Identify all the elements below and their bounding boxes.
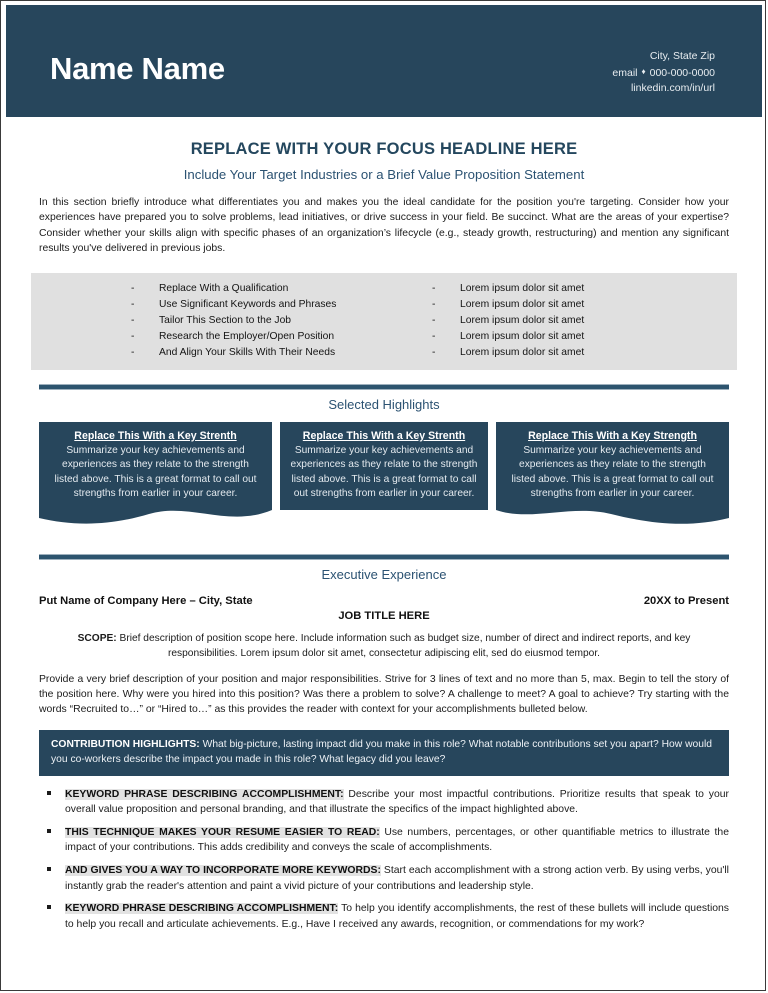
experience-description: Provide a very brief description of your position and major responsibilities. Strive for 3 lines of text and no more than 5, max. Begin to tell the story of the position here. Why were you hired into this position? Was there a problem to solve? A challenge to meet? A goal to achieve? Try starting with the words “Recruited to…” or “Hired to…” as this provides the reader with context for your accomplishments bulleted below. [39, 673, 729, 716]
focus-headline: REPLACE WITH YOUR FOCUS HEADLINE HERE [190, 140, 578, 158]
bullet-keyword: KEYWORD PHRASE DESCRIBING ACCOMPLISHMENT: [65, 788, 344, 800]
contact-city: City, State Zip [649, 50, 715, 62]
contact-email: email [612, 67, 638, 79]
job-title: JOB TITLE HERE [338, 609, 430, 622]
scope-text: Brief description of position scope here. Include information such as budget size, number of direct and indirect reports, and key responsibilities. Lorem ipsum dolor sit amet, consectetur adipiscing elit, sed do eiusmod tempor. [116, 632, 691, 659]
list-item [432, 281, 737, 297]
bullet-body: To help you identify accomplishments, the rest of these bullets will include questions to help you recall and articulate achievements. E.g., Have I received any awards, recognition, or commendations for my work? [65, 903, 729, 930]
contribution-text: What big-picture, lasting impact did you make in this role? What notable contributions set you apart? How would you co-workers describe the impact you made in this role? What legacy did you leave? [51, 738, 712, 766]
dash-icon: - [432, 346, 436, 358]
list-item [39, 825, 729, 856]
experience-heading-row [39, 595, 729, 607]
contact-phone: 000-000-0000 [649, 67, 715, 79]
qualification-label: Tailor This Section to the Job [159, 314, 292, 326]
scope-label: SCOPE: [77, 632, 117, 644]
accomplishment-bullets [39, 787, 729, 933]
header-band [6, 5, 762, 117]
dash-icon: - [131, 314, 135, 326]
dash-icon: - [131, 346, 135, 358]
dash-icon: - [131, 282, 135, 294]
dash-icon: - [131, 298, 135, 310]
resume-body [1, 117, 766, 939]
square-bullet-icon [39, 863, 65, 894]
list-item [131, 297, 384, 313]
dash-icon: - [432, 282, 436, 294]
qualification-label: Use Significant Keywords and Phrases [159, 298, 337, 310]
summary-paragraph: In this section briefly introduce what differentiates you and makes you the ideal candidate for the position you're targeting. Consider how your experiences have prepared you to solve problems, lead initiatives, or drive success in your field. Be succinct. What are the areas of your expertise? Consider whether your skills align with specific phases of an organization’s lifecycle (e.g., steady growth, restructuring) and mention any significant results you've delivered in previous jobs. [39, 197, 729, 255]
contact-info [612, 49, 715, 96]
contribution-highlights-band [39, 730, 729, 776]
contact-linkedin: linkedin.com/in/url [630, 82, 715, 94]
bullet-keyword: KEYWORD PHRASE DESCRIBING ACCOMPLISHMENT: [65, 903, 339, 915]
contribution-label: CONTRIBUTION HIGHLIGHTS: [51, 738, 200, 750]
list-item [432, 297, 737, 313]
section-divider [39, 554, 729, 560]
focus-subheadline: Include Your Target Industries or a Brief Value Proposition Statement [183, 167, 585, 182]
list-item [131, 281, 384, 297]
highlight-card [39, 430, 272, 502]
bullet-body: Describe your most impactful contributions. Prioritize results that speak to your overall value proposition and personal branding, and that illustrate the specifics of the impact highlighted above. [65, 788, 729, 816]
bullet-content [65, 825, 729, 856]
highlight-card [496, 430, 729, 502]
highlight-card-body: Summarize your key achievements and experiences as they relate to the strength listed above. This is a great format to call out strengths from earlier in your career. [290, 444, 478, 500]
highlight-card-title: Replace This With a Key Strenth [74, 429, 237, 442]
qualification-label: Replace With a Qualification [159, 282, 289, 294]
list-item [39, 901, 729, 932]
bullet-content [65, 901, 729, 932]
qualifications-column-left [31, 281, 384, 361]
highlight-card-body: Summarize your key achievements and experiences as they relate to the strength listed above. This is a great format to call out strengths from earlier in your career. [511, 444, 714, 500]
qualifications-column-right [384, 281, 737, 361]
dash-icon: - [432, 314, 436, 326]
bullet-body: Start each accomplishment with a strong action verb. By using verbs, you'll instantly grab the reader's attention and paint a vivid picture of your contributions and leadership style. [65, 865, 729, 892]
square-bullet-icon [39, 901, 65, 932]
highlight-card-body: Summarize your key achievements and experiences as they relate to the strength listed above. This is a great format to call out strengths from earlier in your career. [54, 444, 257, 500]
list-item [39, 787, 729, 818]
page-title: Name Name [50, 51, 225, 86]
square-bullet-icon [39, 825, 65, 856]
employment-dates: 20XX to Present [643, 594, 729, 607]
bullet-separator-icon: ♦ [641, 67, 646, 76]
section-title-experience: Executive Experience [321, 566, 447, 582]
dash-icon: - [432, 298, 436, 310]
company-name: Put Name of Company Here – City, State [39, 594, 253, 607]
list-item [131, 313, 384, 329]
qualification-label: Lorem ipsum dolor sit amet [460, 282, 585, 294]
highlight-card-title: Replace This With a Key Strenth [302, 429, 466, 442]
contact-email-phone [612, 64, 715, 81]
qualification-label: Lorem ipsum dolor sit amet [460, 314, 585, 326]
highlight-card-title: Replace This With a Key Strength [528, 429, 697, 442]
list-item [432, 345, 737, 361]
qualification-label: Lorem ipsum dolor sit amet [460, 346, 585, 358]
qualification-label: Lorem ipsum dolor sit amet [460, 298, 585, 310]
qualification-label: And Align Your Skills With Their Needs [159, 346, 336, 358]
list-item [131, 329, 384, 345]
highlight-card [280, 430, 488, 502]
section-divider [39, 384, 729, 390]
scope-paragraph [75, 631, 693, 661]
list-item [39, 863, 729, 894]
highlight-cards [39, 422, 729, 540]
qualification-label: Lorem ipsum dolor sit amet [460, 330, 585, 342]
dash-icon: - [432, 330, 436, 342]
list-item [432, 329, 737, 345]
bullet-keyword: THIS TECHNIQUE MAKES YOUR RESUME EASIER TO READ: [65, 826, 380, 838]
list-item [432, 313, 737, 329]
bullet-keyword: AND GIVES YOU A WAY TO INCORPORATE MORE KEYWORDS: [65, 865, 381, 877]
bullet-content [65, 787, 729, 818]
list-item [131, 345, 384, 361]
square-bullet-icon [39, 787, 65, 818]
section-title-highlights: Selected Highlights [328, 396, 440, 412]
bullet-content [65, 863, 729, 894]
qualification-label: Research the Employer/Open Position [159, 330, 335, 342]
qualifications-box [31, 273, 737, 370]
bullet-body: Use numbers, percentages, or other quantifiable metrics to illustrate the impact of your contributions. This adds credibility and conveys the scale of accomplishments. [65, 826, 729, 854]
dash-icon: - [131, 330, 135, 342]
